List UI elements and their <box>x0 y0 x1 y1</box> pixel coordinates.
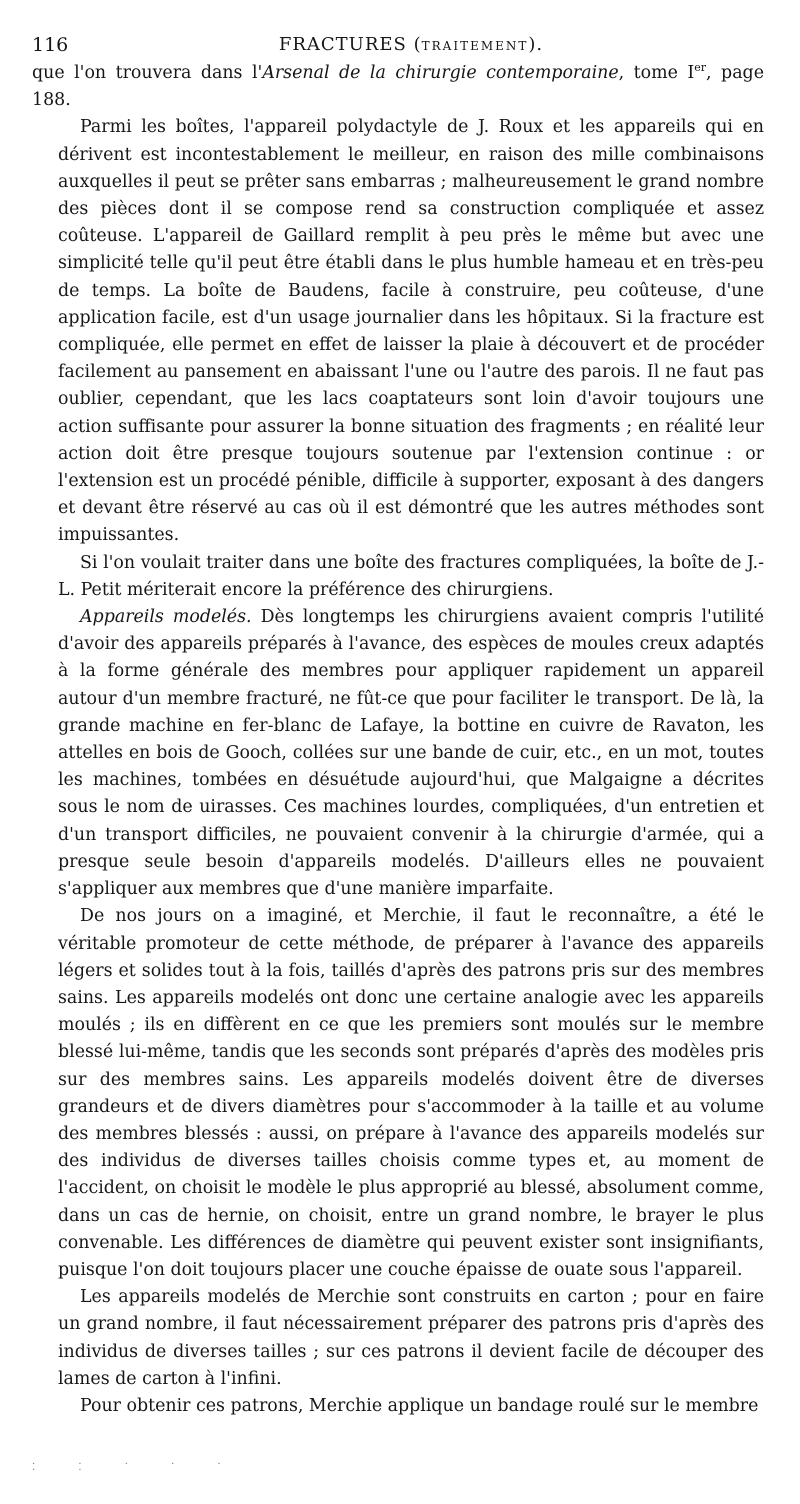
body-text <box>32 60 764 1420</box>
paragraph-text: que l'on trouvera dans l' <box>32 63 263 83</box>
running-title <box>58 30 764 61</box>
paragraph-boites: Parmi les boîtes, l'appareil polydactyle de J. Roux et les appareils qui en dérivent est incontestablement le meilleur, en raison des mille combinaisons auxquelles il peut se prêter sans embarras ; malheureusement le grand nombre des pièces dont il se compose rend sa construction compliquée et assez coûteuse. L'appareil de Gaillard remplit à peu près le même but avec une simplicité telle qu'il peut être établi dans le plus humble hameau et en très-peu de temps. La boîte de Baudens, facile à construire, peu coûteuse, d'une application facile, est d'un usage journalier dans les hôpitaux. Si la fracture est compliquée, elle permet en effet de laisser la plaie à découvert et de procéder facilement au pansement en abaissant l'une ou l'autre des parois. Il ne faut pas oublier, cependant, que les lacs coaptateurs sont loin d'avoir toujours une action suffisante pour assurer la bonne situation des fragments ; en réalité leur action doit être presque toujours soutenue par l'extension continue : or l'extension est un procédé pénible, difficile à supporter, exposant à des dangers et devant être réservé au cas où il est démontré que les autres méthodes sont impuissantes. <box>58 117 764 546</box>
superscript: er <box>694 61 707 74</box>
book-title-reference: Arsenal de la chirurgie contemporaine <box>262 63 619 83</box>
paragraph-text: , page 188. <box>32 63 764 111</box>
paragraph-text: , tome I <box>618 63 695 83</box>
running-title-main: FRACTURES ( <box>278 34 422 55</box>
paragraph-fractures-compliquees: Si l'on voulait traiter dans une boîte des fractures compliquées, la boîte de J.-L. Petit mériterait encore la préférence des chirurgiens. <box>58 552 764 600</box>
paragraph-appareils-modeles <box>58 604 764 903</box>
running-title-subtitle: TRAITEMENT <box>421 39 529 53</box>
paragraph-continued <box>32 60 764 114</box>
running-header <box>32 30 764 60</box>
paragraph-merchie-methode: De nos jours on a imaginé, et Merchie, il faut le reconnaître, a été le véritable promoteur de cette méthode, de préparer à l'avance des appareils légers et solides tout à la fois, taillés d'après des patrons pris sur des membres sains. Les appareils modelés ont donc une certaine analogie avec les appareils moulés ; ils en diffèrent en ce que les premiers sont moulés sur le membre blessé lui-même, tandis que les seconds sont préparés d'après des modèles pris sur des membres sains. Les appareils modelés doivent être de diverses grandeurs et de divers diamètres pour s'accommoder à la taille et au volume des membres blessés : aussi, on prépare à l'avance des appareils modelés sur des individus de diverses tailles choisis comme types et, au moment de l'accident, on choisit le modèle le plus approprié au blessé, absolument comme, dans un cas de hernie, on choisit, entre un grand nombre, le brayer le plus convenable. Les différences de diamètre qui peuvent exister sont insignifiants, puisque l'on doit toujours placer une couche épaisse de ouate sous l'appareil. <box>58 906 764 1280</box>
page-edge-marks: · · · · · · · <box>32 1459 241 1476</box>
paragraph-text: Dès longtemps les chirurgiens avaient compris l'utilité d'avoir des appareils préparés à l'avance, des espèces de moules creux adaptés à la forme générale des membres pour appliquer rapidement un appareil autour d'un membre fracturé, ne fût-ce que pour faciliter le transport. De là, la grande machine en fer-blanc de Lafaye, la bottine en cuivre de Ravaton, les attelles en bois de Gooch, collées sur une bande de cuir, etc., en un mot, toutes les machines, tombées en désuétude aujourd'hui, que Malgaigne a décrites sous le nom de uirasses. Ces machines lourdes, compliquées, d'un entretien et d'un transport difficiles, ne pouvaient convenir à la chirurgie d'armée, qui a presque seule besoin d'appareils modelés. D'ailleurs elles ne pouvaient s'appliquer aux membres que d'une manière imparfaite. <box>58 607 764 900</box>
page-number: 116 <box>32 34 69 56</box>
paragraph-carton: Les appareils modelés de Merchie sont construits en carton ; pour en faire un grand nombre, il faut nécessairement préparer des patrons pris d'après des individus de diverses tailles ; sur ces patrons il devient facile de découper des lames de carton à l'infini. <box>58 1287 764 1389</box>
paragraph-patrons: Pour obtenir ces patrons, Merchie applique un bandage roulé sur le membre <box>80 1395 759 1416</box>
section-heading-italic: Appareils modelés. <box>80 607 252 628</box>
running-title-end: ). <box>528 34 544 55</box>
